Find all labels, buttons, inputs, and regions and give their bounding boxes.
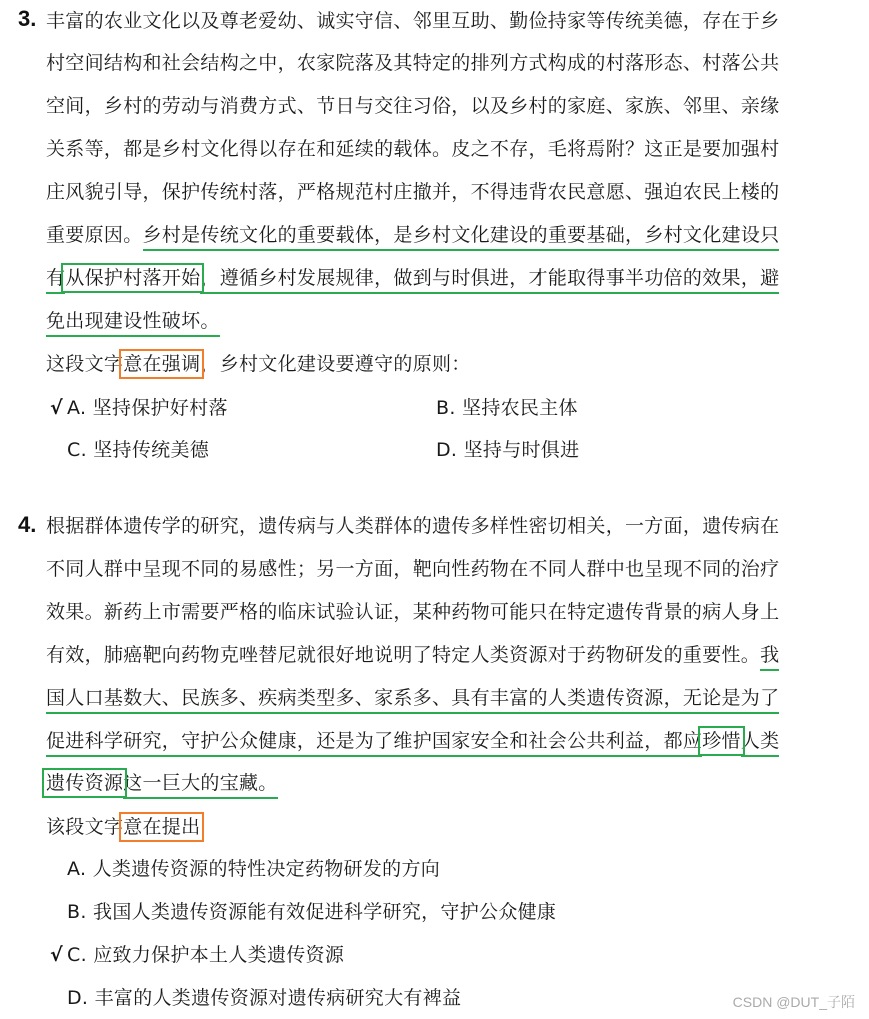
q4-option-d: D. 丰富的人类遗传资源对遗传病研究大有裨益 <box>67 987 462 1009</box>
q4-option-c: C. 应致力保护本土人类遗传资源 <box>67 944 345 966</box>
q4-line-6-b: 人类 <box>741 730 780 757</box>
question-3-number: 3. <box>18 6 37 31</box>
q4-green-box-keyword-2: 遗传资源 <box>46 772 124 794</box>
question-4-number: 4. <box>18 512 37 537</box>
q3-line-7-a: 有 <box>46 267 65 294</box>
q3-line-3: 空间，乡村的劳动与消费方式、节日与交往习俗，以及乡村的家庭、家族、邻里、亲缘 <box>46 95 780 117</box>
q4-orange-box-keyword: 意在提出 <box>123 816 201 838</box>
q3-underlined-key-sentence: 乡村是传统文化的重要载体，是乡村文化建设的重要基础，乡村文化建设只 <box>143 224 780 251</box>
csdn-watermark: CSDN @DUT_子陌 <box>732 994 855 1010</box>
q3-line-8-text: 免出现建设性破坏。 <box>46 310 220 337</box>
q3-line-4: 关系等，都是乡村文化得以存在和延续的载体。皮之不存，毛将焉附？这正是要加强村 <box>46 138 780 160</box>
q4-line-2: 不同人群中呈现不同的易感性；另一方面，靶向性药物在不同人群中也呈现不同的治疗 <box>46 558 780 580</box>
q4-answer-check-icon: √ <box>50 944 63 966</box>
q4-line-3: 效果。新药上市需要严格的临床试验认证，某种药物可能只在特定遗传背景的病人身上 <box>46 601 780 623</box>
q4-line-6-a: 促进科学研究，守护公众健康，还是为了维护国家安全和社会公共利益，都应 <box>46 730 702 757</box>
q4-stem-a: 该段文字 <box>46 816 124 838</box>
q3-line-8 <box>46 309 220 333</box>
q4-line-7 <box>46 771 278 795</box>
q4-stem <box>46 815 200 839</box>
q4-line-6 <box>46 729 779 753</box>
q3-line-2: 村空间结构和社会结构之中，农家院落及其特定的排列方式构成的村落形态、村落公共 <box>46 52 780 74</box>
q4-green-box-keyword-1: 珍惜 <box>702 730 741 752</box>
q3-stem-a: 这段文字 <box>46 353 124 375</box>
q3-line-6-plain: 重要原因。 <box>46 224 143 246</box>
q3-option-d: D. 坚持与时俱进 <box>436 439 580 461</box>
q3-line-5: 庄风貌引导，保护传统村落，严格规范村庄撤并，不得违背农民意愿、强迫农民上楼的 <box>46 181 780 203</box>
q3-line-6 <box>46 223 779 247</box>
q3-orange-box-keyword: 意在强调 <box>123 353 201 375</box>
q3-option-c: C. 坚持传统美德 <box>67 439 210 461</box>
q4-line-5-text: 国人口基数大、民族多、疾病类型多、家系多、具有丰富的人类遗传资源，无论是为了 <box>46 687 779 714</box>
q4-line-1: 根据群体遗传学的研究，遗传病与人类群体的遗传多样性密切相关，一方面，遗传病在 <box>46 515 780 537</box>
q4-line-5 <box>46 686 779 710</box>
q4-line-4-plain: 有效，肺癌靶向药物克唑替尼就很好地说明了特定人类资源对于药物研发的重要性。 <box>46 644 761 666</box>
q4-line-7-b: 这一巨大的宝藏。 <box>123 772 277 799</box>
q3-stem <box>46 352 471 376</box>
q3-answer-check-icon: √ <box>50 397 63 419</box>
q4-line-4 <box>46 643 779 667</box>
q3-line-7 <box>46 266 779 290</box>
q4-option-a: A. 人类遗传资源的特性决定药物研发的方向 <box>67 858 441 880</box>
q4-option-b: B. 我国人类遗传资源能有效促进科学研究，守护公众健康 <box>67 901 557 923</box>
q3-line-1: 丰富的农业文化以及尊老爱幼、诚实守信、邻里互助、勤俭持家等传统美德，存在于乡 <box>46 10 780 32</box>
q3-option-b: B. 坚持农民主体 <box>436 397 578 419</box>
q3-green-box-keyword: 从保护村落开始 <box>65 267 201 289</box>
q3-stem-b: ，乡村文化建设要遵守的原则： <box>200 353 471 375</box>
q4-line-4-underlined: 我 <box>760 644 779 671</box>
q3-option-a: A. 坚持保护好村落 <box>67 397 228 419</box>
q3-line-7-b: ，遵循乡村发展规律，做到与时俱进，才能取得事半功倍的效果，避 <box>200 267 779 294</box>
